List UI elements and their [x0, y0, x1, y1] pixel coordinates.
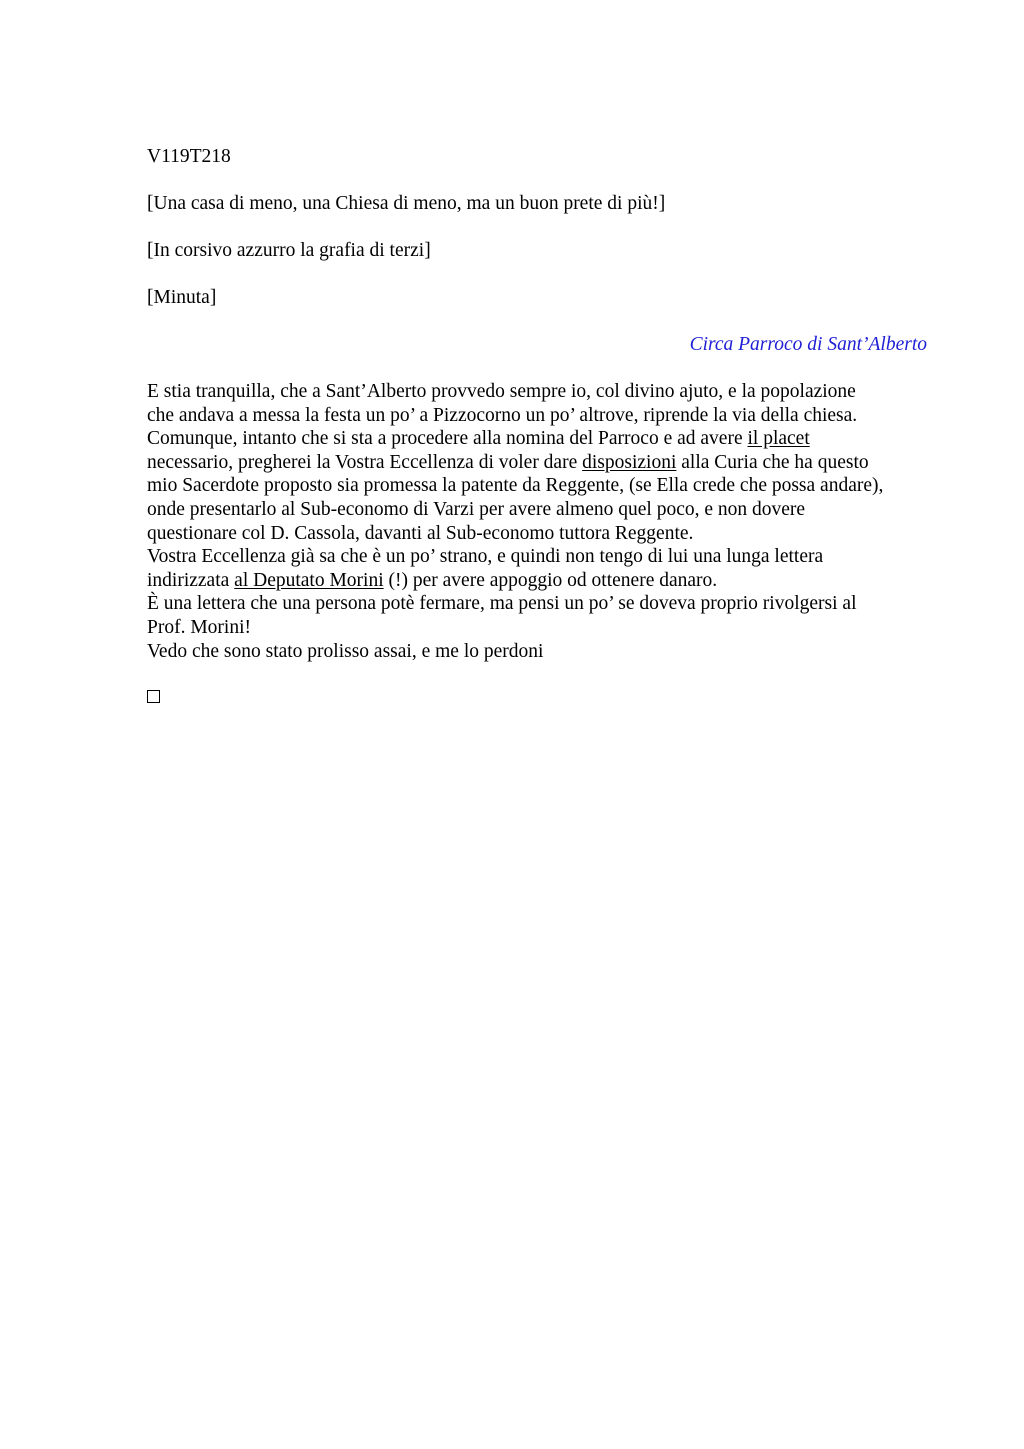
- body-line: [147, 451, 927, 475]
- body-line: onde presentarlo al Sub-economo di Varzi per avere almeno quel poco, e non dovere: [147, 498, 806, 520]
- document-title: [Una casa di meno, una Chiesa di meno, ma un buon prete di più!]: [147, 193, 666, 214]
- body-line: È una lettera che una persona potè fermare, ma pensi un po’ se doveva proprio rivolgersi al: [147, 593, 857, 615]
- document-type: [Minuta]: [147, 287, 217, 308]
- body-line: che andava a messa la festa un po’ a Pizzocorno un po’ altrove, riprende la via della chiesa.: [147, 404, 858, 426]
- empty-box-glyph: [147, 690, 160, 703]
- body-line: Vedo che sono stato prolisso assai, e me lo perdoni: [147, 640, 544, 662]
- spacer: [147, 263, 927, 286]
- editorial-note: [In corsivo azzurro la grafia di terzi]: [147, 240, 431, 261]
- spacer: [147, 357, 927, 380]
- body-text: indirizzata: [147, 569, 235, 591]
- body-text: (!) per avere appoggio od ottenere danaro.: [383, 569, 718, 591]
- body-text: necessario, pregherei la Vostra Eccellenza di voler dare: [147, 451, 583, 473]
- body-line: Vostra Eccellenza già sa che è un po’ strano, e quindi non tengo di lui una lunga lettera: [147, 546, 824, 568]
- letter-body: [147, 380, 927, 663]
- body-line: [147, 427, 927, 451]
- body-text: Comunque, intanto che si sta a procedere alla nomina del Parroco e ad avere: [147, 428, 748, 450]
- body-line: E stia tranquilla, che a Sant’Alberto provvedo sempre io, col divino ajuto, e la popolazione: [147, 381, 856, 402]
- body-line: mio Sacerdote proposto sia promessa la patente da Reggente, (se Ella crede che possa andare),: [147, 475, 884, 497]
- body-line: [147, 569, 927, 593]
- document-id: V119T218: [147, 146, 231, 167]
- third-party-margin-note: Circa Parroco di Sant’Alberto: [689, 334, 927, 355]
- underlined-phrase: al Deputato Morini: [234, 569, 384, 591]
- spacer: [147, 216, 927, 239]
- underlined-phrase: disposizioni: [582, 451, 677, 473]
- spacer: [147, 169, 927, 192]
- body-line: Prof. Morini!: [147, 616, 251, 638]
- spacer: [147, 310, 927, 333]
- underlined-phrase: il placet: [747, 428, 810, 450]
- body-text: alla Curia che ha questo: [676, 451, 869, 473]
- body-line: questionare col D. Cassola, davanti al Sub-economo tuttora Reggente.: [147, 522, 694, 544]
- document-content: [147, 145, 927, 703]
